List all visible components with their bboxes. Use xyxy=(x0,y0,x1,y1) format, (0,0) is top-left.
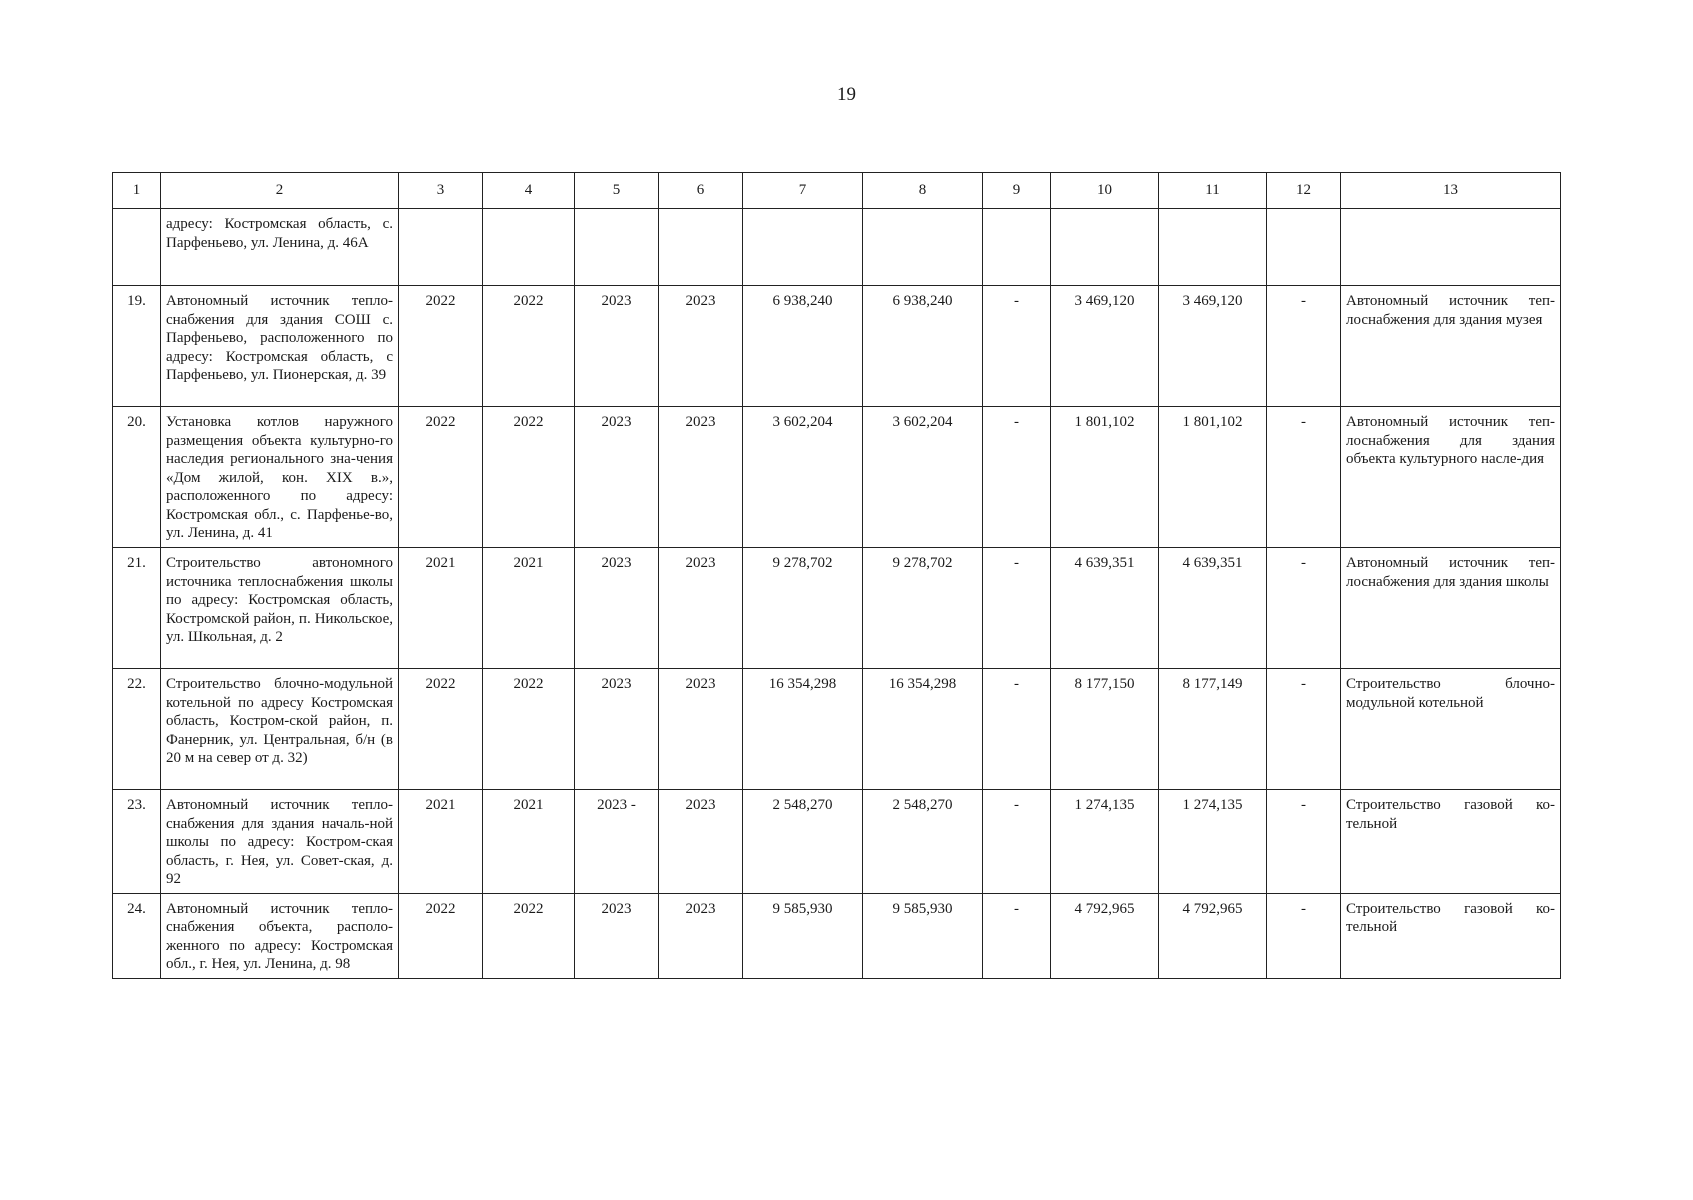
amount-cell: 9 585,930 xyxy=(743,893,863,978)
table-row-continuation xyxy=(113,209,1561,286)
amount-cell: 6 938,240 xyxy=(743,286,863,407)
amount-cell: - xyxy=(983,893,1051,978)
amount-cell: - xyxy=(1267,790,1341,894)
year-cell: 2023 xyxy=(659,286,743,407)
amount-cell: 4 639,351 xyxy=(1159,548,1267,669)
amount-cell: 8 177,150 xyxy=(1051,669,1159,790)
table-row xyxy=(113,669,1561,790)
year-cell: 2022 xyxy=(399,407,483,548)
header-cell: 12 xyxy=(1267,173,1341,209)
year-cell: 2023 xyxy=(659,669,743,790)
year-cell: 2022 xyxy=(399,893,483,978)
header-cell: 2 xyxy=(161,173,399,209)
table-row xyxy=(113,548,1561,669)
amount-cell: - xyxy=(983,407,1051,548)
year-cell: 2023 xyxy=(575,669,659,790)
amount-cell: - xyxy=(983,286,1051,407)
amount-cell: 3 602,204 xyxy=(743,407,863,548)
table-cell xyxy=(1267,209,1341,286)
row-number-cell: 24. xyxy=(113,893,161,978)
amount-cell: - xyxy=(1267,548,1341,669)
amount-cell: 2 548,270 xyxy=(743,790,863,894)
amount-cell: - xyxy=(1267,407,1341,548)
table-cell xyxy=(575,209,659,286)
amount-cell: 4 639,351 xyxy=(1051,548,1159,669)
result-cell: Строительство газовой ко-тельной xyxy=(1341,790,1561,894)
amount-cell: 1 274,135 xyxy=(1159,790,1267,894)
header-cell: 11 xyxy=(1159,173,1267,209)
row-number-cell: 23. xyxy=(113,790,161,894)
header-cell: 8 xyxy=(863,173,983,209)
row-number-cell: 20. xyxy=(113,407,161,548)
result-cell: Автономный источник теп-лоснабжения для здания музея xyxy=(1341,286,1561,407)
year-cell: 2023 xyxy=(659,893,743,978)
year-cell: 2022 xyxy=(399,669,483,790)
amount-cell: 16 354,298 xyxy=(863,669,983,790)
amount-cell: - xyxy=(1267,893,1341,978)
header-cell: 7 xyxy=(743,173,863,209)
amount-cell: - xyxy=(983,548,1051,669)
table-cell xyxy=(659,209,743,286)
amount-cell: 9 278,702 xyxy=(863,548,983,669)
amount-cell: 8 177,149 xyxy=(1159,669,1267,790)
table-row xyxy=(113,790,1561,894)
result-cell: Автономный источник теп-лоснабжения для здания объекта культурного насле-дия xyxy=(1341,407,1561,548)
row-number-cell xyxy=(113,209,161,286)
amount-cell: - xyxy=(1267,286,1341,407)
header-cell: 5 xyxy=(575,173,659,209)
year-cell: 2022 xyxy=(483,407,575,548)
table-cell xyxy=(399,209,483,286)
header-cell: 4 xyxy=(483,173,575,209)
row-number-cell: 19. xyxy=(113,286,161,407)
amount-cell: - xyxy=(983,790,1051,894)
amount-cell: 3 469,120 xyxy=(1159,286,1267,407)
amount-cell: 1 801,102 xyxy=(1159,407,1267,548)
year-cell: 2023 xyxy=(575,286,659,407)
header-row xyxy=(113,173,1561,209)
amount-cell: 16 354,298 xyxy=(743,669,863,790)
amount-cell: 6 938,240 xyxy=(863,286,983,407)
result-cell: Строительство газовой ко-тельной xyxy=(1341,893,1561,978)
row-number-cell: 22. xyxy=(113,669,161,790)
description-cell: Автономный источник тепло-снабжения для здания началь-ной школы по адресу: Костром-ская область, г. Нея, ул. Совет-ская, д. 92 xyxy=(161,790,399,894)
year-cell: 2021 xyxy=(399,790,483,894)
table-cell xyxy=(1051,209,1159,286)
year-cell: 2022 xyxy=(483,669,575,790)
amount-cell: 4 792,965 xyxy=(1051,893,1159,978)
year-cell: 2023 xyxy=(575,407,659,548)
year-cell: 2023 xyxy=(575,548,659,669)
year-cell: 2021 xyxy=(399,548,483,669)
header-cell: 13 xyxy=(1341,173,1561,209)
table-cell xyxy=(483,209,575,286)
header-cell: 6 xyxy=(659,173,743,209)
header-cell: 10 xyxy=(1051,173,1159,209)
table-cell xyxy=(1341,209,1561,286)
amount-cell: 9 278,702 xyxy=(743,548,863,669)
amount-cell: - xyxy=(983,669,1051,790)
description-cell: Строительство автономного источника теплоснабжения школы по адресу: Костромская область, Костромской район, п. Никольское, ул. Школьная, д. 2 xyxy=(161,548,399,669)
table-cell xyxy=(1159,209,1267,286)
year-cell: 2023 - xyxy=(575,790,659,894)
amount-cell: 1 274,135 xyxy=(1051,790,1159,894)
year-cell: 2022 xyxy=(483,286,575,407)
table-row xyxy=(113,286,1561,407)
data-table xyxy=(112,172,1561,979)
amount-cell: - xyxy=(1267,669,1341,790)
table-row xyxy=(113,893,1561,978)
header-cell: 9 xyxy=(983,173,1051,209)
amount-cell: 3 469,120 xyxy=(1051,286,1159,407)
description-cell: Автономный источник тепло-снабжения для здания СОШ с. Парфеньево, расположенного по адресу: Костромская область, с Парфеньево, ул. Пионерская, д. 39 xyxy=(161,286,399,407)
description-cell: Строительство блочно-модульной котельной по адресу Костромская область, Костром-ской район, п. Фанерник, ул. Центральная, б/н (в 20 м на север от д. 32) xyxy=(161,669,399,790)
description-cell: Автономный источник тепло-снабжения объекта, располо-женного по адресу: Костромская обл., г. Нея, ул. Ленина, д. 98 xyxy=(161,893,399,978)
description-cell: Установка котлов наружного размещения объекта культурно-го наследия регионального зна-чения «Дом жилой, кон. XIX в.», расположенного по адресу: Костромская обл., с. Парфенье-во, ул. Ленина, д. 41 xyxy=(161,407,399,548)
amount-cell: 1 801,102 xyxy=(1051,407,1159,548)
amount-cell: 4 792,965 xyxy=(1159,893,1267,978)
year-cell: 2021 xyxy=(483,790,575,894)
header-cell: 3 xyxy=(399,173,483,209)
table-row xyxy=(113,407,1561,548)
amount-cell: 3 602,204 xyxy=(863,407,983,548)
description-cell: адресу: Костромская область, с. Парфеньево, ул. Ленина, д. 46А xyxy=(161,209,399,286)
year-cell: 2022 xyxy=(399,286,483,407)
year-cell: 2023 xyxy=(659,407,743,548)
table-cell xyxy=(743,209,863,286)
amount-cell: 2 548,270 xyxy=(863,790,983,894)
amount-cell: 9 585,930 xyxy=(863,893,983,978)
header-cell: 1 xyxy=(113,173,161,209)
year-cell: 2022 xyxy=(483,893,575,978)
year-cell: 2021 xyxy=(483,548,575,669)
year-cell: 2023 xyxy=(659,548,743,669)
result-cell: Строительство блочно-модульной котельной xyxy=(1341,669,1561,790)
result-cell: Автономный источник теп-лоснабжения для здания школы xyxy=(1341,548,1561,669)
page-number: 19 xyxy=(837,84,856,105)
row-number-cell: 21. xyxy=(113,548,161,669)
table-cell xyxy=(983,209,1051,286)
year-cell: 2023 xyxy=(575,893,659,978)
year-cell: 2023 xyxy=(659,790,743,894)
table-cell xyxy=(863,209,983,286)
